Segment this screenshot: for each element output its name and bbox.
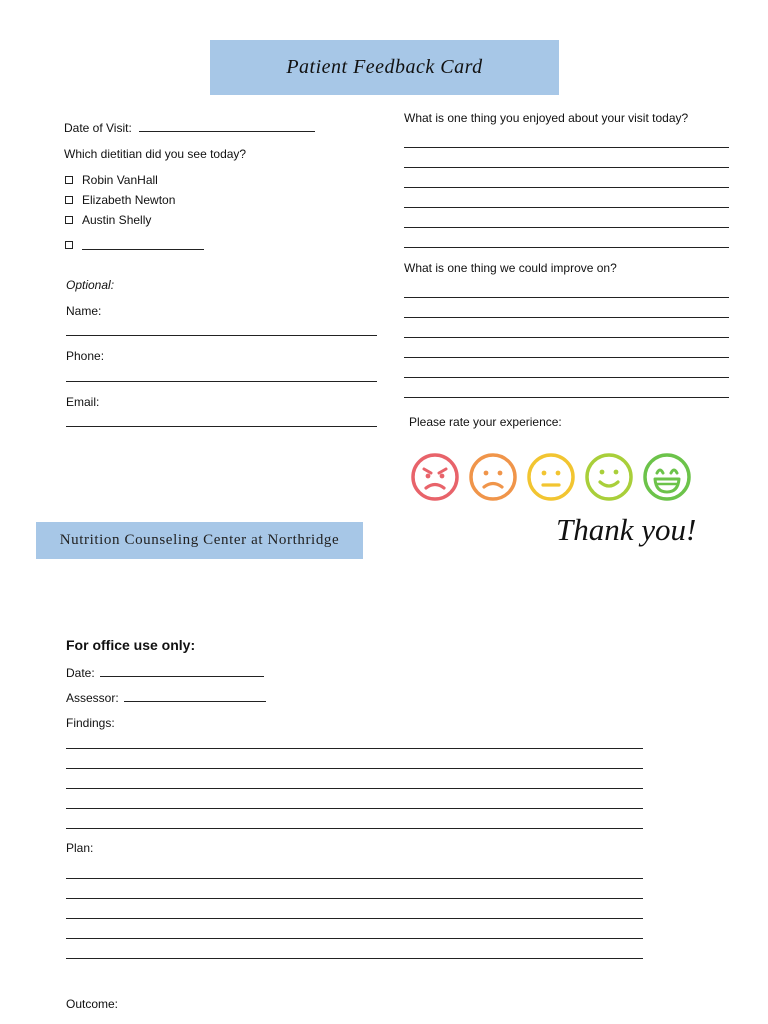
- answer-line[interactable]: [404, 297, 729, 298]
- center-name-banner: Nutrition Counseling Center at Northridge: [36, 522, 363, 559]
- dietitian-question: Which dietitian did you see today?: [64, 147, 247, 161]
- findings-line[interactable]: [66, 768, 643, 769]
- findings-line[interactable]: [66, 788, 643, 789]
- plan-line[interactable]: [66, 938, 643, 939]
- office-date-field[interactable]: [100, 676, 264, 677]
- checkbox-other[interactable]: [65, 241, 73, 249]
- dietitian-option-elizabeth: Elizabeth Newton: [82, 193, 176, 207]
- angry-face-icon[interactable]: [410, 452, 460, 502]
- assessor-row: [66, 691, 266, 705]
- answer-line[interactable]: [404, 397, 729, 398]
- plan-line[interactable]: [66, 878, 643, 879]
- card-title: Patient Feedback Card: [210, 40, 559, 95]
- rating-prompt: Please rate your experience:: [409, 415, 562, 429]
- phone-label: Phone:: [66, 349, 105, 363]
- answer-line[interactable]: [404, 337, 729, 338]
- office-date-label: Date:: [66, 666, 95, 680]
- assessor-label: Assessor:: [66, 691, 119, 705]
- answer-line[interactable]: [404, 147, 729, 148]
- answer-line[interactable]: [404, 247, 729, 248]
- outcome-label: Outcome:: [66, 997, 119, 1011]
- findings-line[interactable]: [66, 808, 643, 809]
- date-of-visit-field[interactable]: [139, 131, 315, 132]
- name-label: Name:: [66, 304, 102, 318]
- dietitian-option-robin: Robin VanHall: [82, 173, 158, 187]
- enjoyed-question: What is one thing you enjoyed about your visit today?: [404, 111, 689, 125]
- answer-line[interactable]: [404, 187, 729, 188]
- other-dietitian-field[interactable]: [82, 249, 204, 250]
- email-field[interactable]: [66, 426, 377, 427]
- grin-face-icon[interactable]: [642, 452, 692, 502]
- smile-face-icon[interactable]: [584, 452, 634, 502]
- answer-line[interactable]: [404, 377, 729, 378]
- answer-line[interactable]: [404, 227, 729, 228]
- plan-line[interactable]: [66, 958, 643, 959]
- sad-face-icon[interactable]: [468, 452, 518, 502]
- checkbox-robin[interactable]: [65, 176, 73, 184]
- improve-question: What is one thing we could improve on?: [404, 261, 617, 275]
- findings-line[interactable]: [66, 828, 643, 829]
- neutral-face-icon[interactable]: [526, 452, 576, 502]
- email-label: Email:: [66, 395, 100, 409]
- assessor-field[interactable]: [124, 701, 266, 702]
- answer-line[interactable]: [404, 357, 729, 358]
- optional-heading: Optional:: [66, 278, 115, 292]
- office-use-title: For office use only:: [66, 637, 196, 653]
- findings-label: Findings:: [66, 716, 115, 730]
- plan-label: Plan:: [66, 841, 94, 855]
- phone-field[interactable]: [66, 381, 377, 382]
- dietitian-option-austin: Austin Shelly: [82, 213, 152, 227]
- findings-line[interactable]: [66, 748, 643, 749]
- date-of-visit-label: Date of Visit:: [64, 121, 132, 135]
- answer-line[interactable]: [404, 167, 729, 168]
- plan-line[interactable]: [66, 898, 643, 899]
- plan-line[interactable]: [66, 918, 643, 919]
- checkbox-austin[interactable]: [65, 216, 73, 224]
- answer-line[interactable]: [404, 207, 729, 208]
- thank-you-text: Thank you!: [556, 512, 697, 547]
- name-field[interactable]: [66, 335, 377, 336]
- office-date-row: [66, 666, 264, 680]
- answer-line[interactable]: [404, 317, 729, 318]
- date-of-visit-row: [64, 121, 315, 135]
- checkbox-elizabeth[interactable]: [65, 196, 73, 204]
